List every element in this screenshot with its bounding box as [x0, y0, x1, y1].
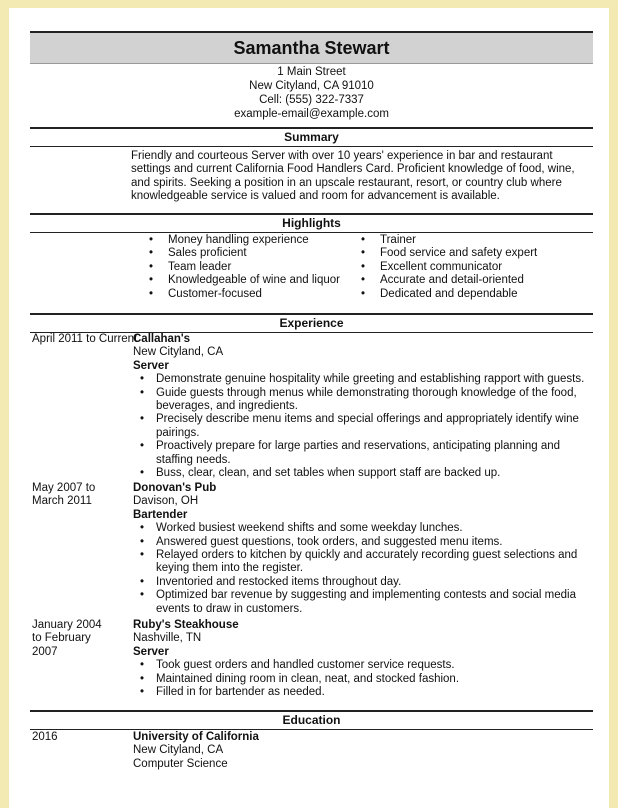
job-role: Bartender: [133, 508, 188, 521]
highlights-right-column: [347, 234, 587, 301]
job-duty: • Inventoried and restocked items throughout day.: [133, 576, 593, 589]
contact-block: [30, 65, 593, 121]
highlights-left-column: [135, 234, 365, 301]
candidate-name: Samantha Stewart: [30, 31, 593, 64]
highlights-heading: Highlights: [30, 213, 593, 233]
highlight-item: • Knowledgeable of wine and liquor: [135, 274, 365, 287]
summary-heading: Summary: [30, 127, 593, 147]
job-company: Callahan's: [133, 333, 191, 345]
experience-heading: Experience: [30, 313, 593, 333]
job-location: New Cityland, CA: [133, 346, 224, 359]
job-date: January 2004 to February 2007: [32, 619, 102, 658]
job-company: Donovan's Pub: [133, 482, 217, 494]
job-duty: • Proactively prepare for large parties and reservations, anticipating planning and staffing needs.: [133, 440, 593, 467]
job-duty: • Took guest orders and handled customer service requests.: [133, 659, 593, 672]
job-duty: • Demonstrate genuine hospitality while greeting and establishing rapport with guests.: [133, 373, 593, 386]
highlight-item: • Customer-focused: [135, 288, 365, 301]
job-entry: [133, 482, 593, 616]
job-date: April 2011 to Current: [32, 333, 138, 345]
highlight-item: • Excellent communicator: [347, 261, 587, 274]
education-school: University of California: [133, 731, 259, 743]
education-heading: Education: [30, 710, 593, 730]
highlight-item: • Team leader: [135, 261, 365, 274]
job-duty: • Maintained dining room in clean, neat, and stocked fashion.: [133, 673, 593, 686]
job-entry: [133, 333, 593, 480]
job-duty: • Buss, clear, clean, and set tables when support staff are backed up.: [133, 467, 593, 480]
job-entry: [133, 619, 593, 699]
contact-city: New Cityland, CA 91010: [249, 80, 374, 92]
job-location: Nashville, TN: [133, 632, 202, 645]
job-duty: • Filled in for bartender as needed.: [133, 686, 593, 699]
highlight-item: • Trainer: [347, 234, 587, 247]
job-role: Server: [133, 359, 169, 372]
job-duty: • Precisely describe menu items and special offerings and appropriately identify wine pairings.: [133, 413, 593, 440]
job-duty: • Guide guests through menus while demonstrating thorough knowledge of the food, beverages, and ingredients.: [133, 387, 593, 414]
job-location: Davison, OH: [133, 495, 199, 508]
job-date: May 2007 to March 2011: [32, 482, 96, 508]
resume-page: [9, 8, 609, 808]
education-field: Computer Science: [133, 757, 228, 770]
highlight-item: • Accurate and detail-oriented: [347, 274, 587, 287]
highlight-item: • Dedicated and dependable: [347, 288, 587, 301]
education-entry: [133, 731, 593, 771]
education-date: 2016: [32, 731, 58, 743]
highlight-item: • Money handling experience: [135, 234, 365, 247]
job-duty: • Relayed orders to kitchen by quickly and accurately recording guest selections and keying them into the register.: [133, 549, 593, 576]
job-duty: • Answered guest questions, took orders, and suggested menu items.: [133, 536, 593, 549]
education-location: New Cityland, CA: [133, 744, 224, 757]
highlight-item: • Food service and safety expert: [347, 247, 587, 260]
highlight-item: • Sales proficient: [135, 247, 365, 260]
summary-text: Friendly and courteous Server with over 10 years' experience in bar and restaurant settings and current California Food Handlers Card. Proficient knowledge of food, wine, and spirits. Seeking a position in an upscale restaurant, resort, or country club where knowledgeable service is valued and room for advancement is available.: [131, 150, 575, 203]
job-company: Ruby's Steakhouse: [133, 619, 239, 631]
contact-email: example-email@example.com: [234, 108, 389, 120]
contact-street: 1 Main Street: [277, 66, 346, 78]
job-duty: • Worked busiest weekend shifts and some weekday lunches.: [133, 522, 593, 535]
job-role: Server: [133, 645, 169, 658]
job-duty: • Optimized bar revenue by suggesting and implementing contests and social media events to draw in customers.: [133, 589, 593, 616]
contact-cell: Cell: (555) 322-7337: [259, 94, 364, 106]
